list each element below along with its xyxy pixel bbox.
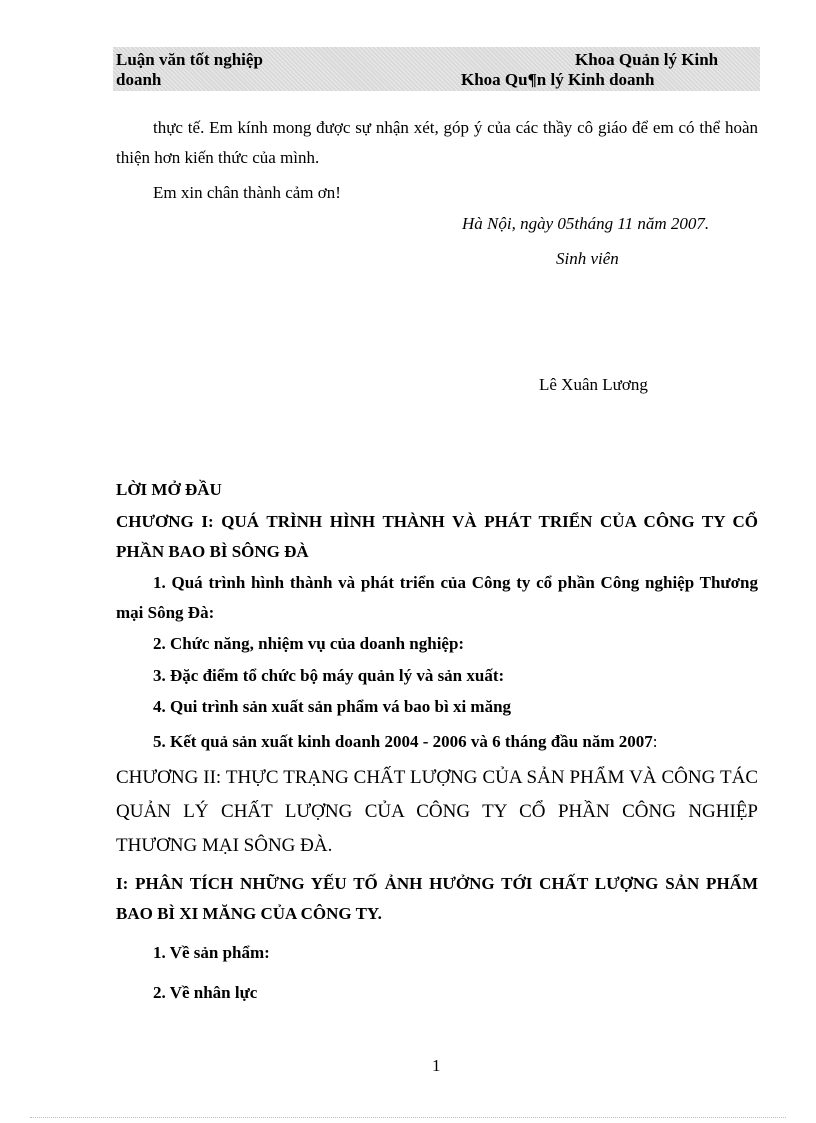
- signature-name: Lê Xuân Lương: [539, 375, 648, 394]
- header-thesis-title: Luận văn tốt nghiệp: [116, 50, 263, 69]
- header-faculty-cont: Khoa Qu¶n lý Kinh doanh: [461, 70, 655, 89]
- page-bottom-edge: [30, 1117, 786, 1118]
- header-thesis-title-cont: doanh: [116, 70, 162, 89]
- toc-ch1-item-4: 4. Qui trình sản xuất sản phẩm vá bao bì xi măng: [153, 697, 512, 716]
- toc-ch1-item-2: 2. Chức năng, nhiệm vụ của doanh nghiệp:: [153, 634, 465, 653]
- toc-ch1-item-5: [153, 727, 758, 757]
- page-header: [113, 47, 760, 91]
- toc-chapter-2: CHƯƠNG II: THỰC TRẠNG CHẤT LƯỢNG CỦA SẢN PHẨM VÀ CÔNG TÁC QUẢN LÝ CHẤT LƯỢNG CỦA CÔNG TY CỔ PHẦN CÔNG NGHIỆP THƯƠNG MẠI SÔNG ĐÀ.: [116, 767, 758, 856]
- date-place: Hà Nội, ngày 05tháng 11 năm 2007.: [462, 214, 710, 233]
- closing-paragraph: [116, 113, 758, 173]
- header-faculty: Khoa Quản lý Kinh: [575, 50, 719, 69]
- toc-ch1-item-5-text: 5. Kết quả sản xuất kinh doanh 2004 - 2006 và 6 tháng đầu năm 2007: [153, 732, 653, 751]
- toc-sec1-item-2: 2. Về nhân lực: [153, 983, 258, 1002]
- toc-section-1: I: PHÂN TÍCH NHỮNG YẾU TỐ ẢNH HƯỞNG TỚI CHẤT LƯỢNG SẢN PHẨM BAO BÌ XI MĂNG CỦA CÔNG TY.: [116, 874, 758, 923]
- thanks-line: Em xin chân thành cảm ơn!: [153, 183, 341, 202]
- closing-paragraph-line2: thể hoàn thiện hơn kiến thức của mình.: [116, 118, 759, 167]
- closing-paragraph-line1: thực tế. Em kính mong được sự nhận xét, góp ý của các thầy cô giáo để em có: [153, 118, 695, 137]
- toc-sec1-item-1: 1. Về sản phẩm:: [153, 943, 270, 962]
- toc-chapter-1: CHƯƠNG I: QUÁ TRÌNH HÌNH THÀNH VÀ PHÁT TRIỂN CỦA CÔNG TY CỔ PHẦN BAO BÌ SÔNG ĐÀ: [116, 512, 758, 561]
- page-number: 1: [432, 1056, 441, 1075]
- toc-ch1-item-3: 3. Đặc điểm tổ chức bộ máy quản lý và sản xuất:: [153, 666, 505, 685]
- toc-ch1-item-1: 1. Quá trình hình thành và phát triển của Công ty cổ phần Công nghiệp Thương mại Sông Đà:: [116, 573, 758, 622]
- signer-role: Sinh viên: [556, 249, 619, 268]
- toc-intro: LỜI MỞ ĐẦU: [116, 480, 222, 499]
- toc-ch1-item-5-colon: :: [652, 732, 658, 751]
